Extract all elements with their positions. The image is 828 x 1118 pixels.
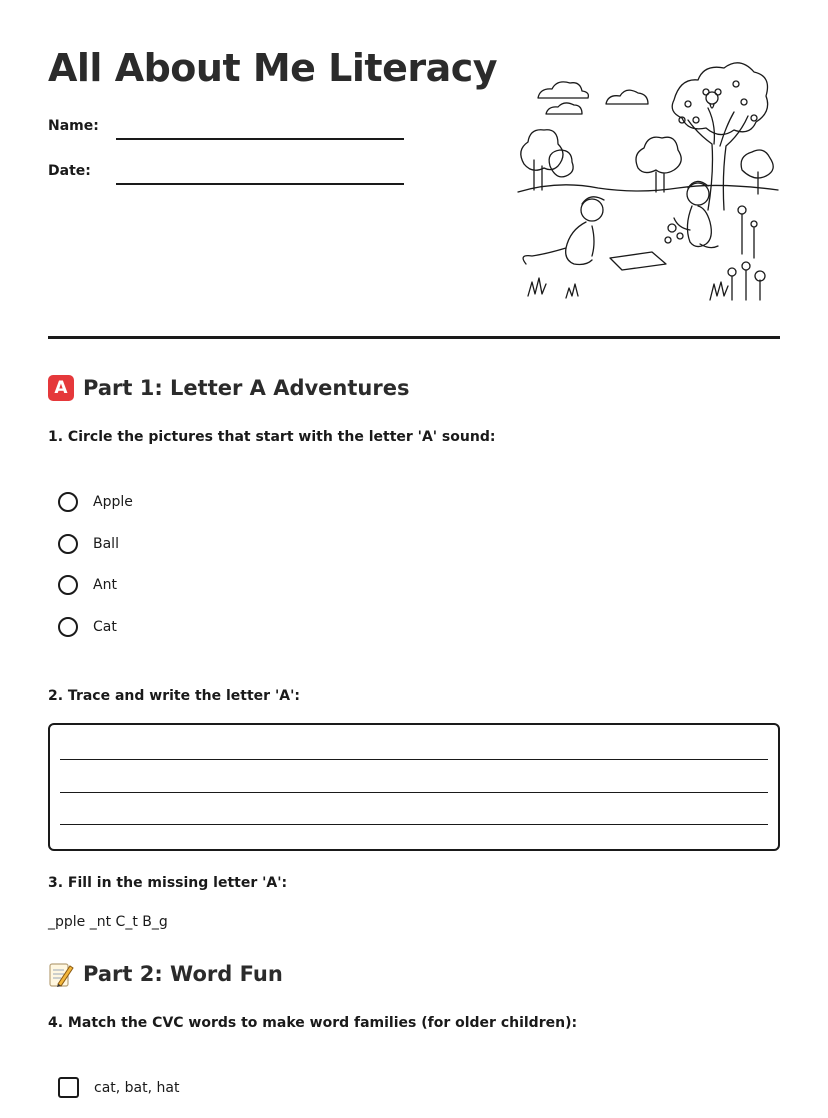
part2-heading — [48, 960, 283, 988]
question-3: 3. Fill in the missing letter 'A': — [48, 875, 288, 891]
question-1: 1. Circle the pictures that start with the letter 'A' sound: — [48, 429, 496, 445]
header-divider — [48, 336, 780, 339]
name-label: Name: — [48, 118, 99, 134]
writing-practice-box[interactable] — [48, 723, 780, 851]
part1-heading — [48, 375, 409, 401]
option-label: Apple — [93, 494, 133, 510]
radio-circle-icon[interactable] — [58, 575, 78, 595]
option-cat-bat-hat[interactable] — [58, 1077, 179, 1098]
question-4: 4. Match the CVC words to make word families (for older children): — [48, 1015, 578, 1031]
memo-icon — [48, 960, 74, 988]
writing-line — [60, 824, 768, 825]
radio-circle-icon[interactable] — [58, 617, 78, 637]
option-label: cat, bat, hat — [94, 1079, 180, 1096]
part2-heading-text: Part 2: Word Fun — [83, 962, 283, 986]
letter-a-emoji-icon: A — [48, 375, 74, 401]
date-line[interactable] — [116, 183, 404, 185]
name-line[interactable] — [116, 138, 404, 140]
part1-heading-text: Part 1: Letter A Adventures — [83, 376, 410, 400]
option-apple[interactable] — [58, 492, 133, 512]
question-2: 2. Trace and write the letter 'A': — [48, 688, 300, 704]
radio-circle-icon[interactable] — [58, 492, 78, 512]
checkbox-icon[interactable] — [58, 1077, 79, 1098]
option-cat[interactable] — [58, 617, 117, 637]
option-label: Ball — [93, 536, 119, 552]
writing-line — [60, 792, 768, 793]
page-title: All About Me Literacy — [48, 46, 498, 90]
option-label: Ant — [93, 577, 117, 593]
radio-circle-icon[interactable] — [58, 534, 78, 554]
date-label: Date: — [48, 163, 91, 179]
writing-line — [60, 759, 768, 760]
option-ball[interactable] — [58, 534, 119, 554]
option-label: Cat — [93, 619, 117, 635]
missing-letter-words: _pple _nt C_t B_g — [48, 914, 168, 930]
option-ant[interactable] — [58, 575, 117, 595]
children-playing-outdoors-illustration — [514, 60, 784, 314]
